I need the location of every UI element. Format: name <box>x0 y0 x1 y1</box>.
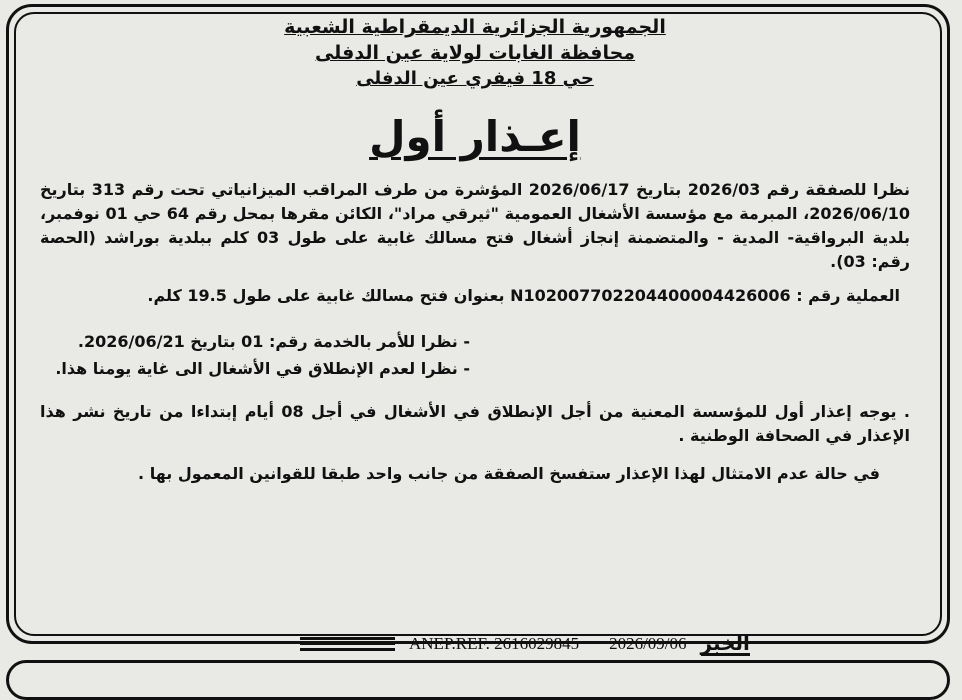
next-notice-frame <box>6 660 950 700</box>
contract-paragraph: نظرا للصفقة رقم 2026/03 بتاريخ 2026/06/17 المؤشرة من طرف المراقب الميزانياتي تحت رقم 313 بتاريخ 2026/06/10، المبرمة مع مؤسسة الأشغال العمومية "ثيرقي مراد"، الكائن مقرها بمحل رقم 64 حي 01 نوفمبر، بلدية البرواقية- المدية - والمتضمنة إنجاز أشغال فتح مسالك غابية على طول 03 كلم ببلدية بوراشد (الحصة رقم: 03). <box>40 180 911 271</box>
anep-reference: ANEP.REF. 2616029845 <box>409 634 580 653</box>
footer-rule <box>300 637 395 651</box>
header-republic: الجمهورية الجزائرية الديمقراطية الشعبية <box>284 16 666 38</box>
notice-title: إعـذار أول <box>369 112 581 161</box>
publication-date: 2026/09/06 <box>609 634 687 653</box>
notice-content <box>40 14 910 486</box>
header-forest-conservation: محافظة الغابات لولاية عين الدفلى <box>314 42 636 64</box>
notice-paragraph: . يوجه إعذار أول للمؤسسة المعنية من أجل الإنطلاق في الأشغال في أجل 08 أيام إبتداءا من تاريخ نشر هذا الإعذار في الصحافة الوطنية . <box>40 402 910 445</box>
publication-footer <box>300 630 940 658</box>
service-order-item: - نظرا للأمر بالخدمة رقم: 01 بتاريخ 2026/06/21. <box>77 332 470 351</box>
header-address: حي 18 فيفري عين الدفلى <box>356 68 594 89</box>
termination-warning: في حالة عدم الامتثال لهذا الإعذار ستفسخ الصفقة من جانب واحد طبقا للقوانين المعمول بها . <box>138 464 880 483</box>
no-start-item: - نظرا لعدم الإنطلاق في الأشغال الى غاية يومنا هذا. <box>55 359 470 378</box>
newspaper-logo: الخبر <box>700 630 750 655</box>
operation-number: العملية رقم : N102007702204400004426006 بعنوان فتح مسالك غابية على طول 19.5 كلم. <box>147 286 900 305</box>
considerations-list <box>40 328 910 382</box>
